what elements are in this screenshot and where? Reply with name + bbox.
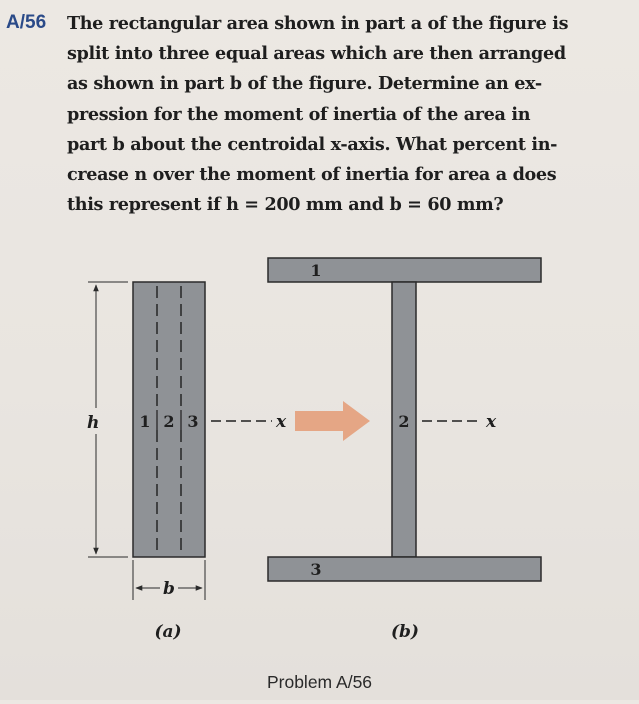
problem-statement xyxy=(67,9,627,220)
problem-block xyxy=(0,0,639,225)
figure xyxy=(0,230,639,700)
section-label-2: 2 xyxy=(398,412,410,431)
problem-number: A/56 xyxy=(6,12,47,33)
transform-arrow-icon xyxy=(295,401,370,441)
bottom-flange-3 xyxy=(268,557,541,581)
statement-line: pression for the moment of inertia of the area in xyxy=(67,103,531,125)
caption-a: (a) xyxy=(154,622,182,642)
width-label: b xyxy=(163,579,175,599)
axis-label-b: x xyxy=(486,412,497,432)
top-flange-1 xyxy=(268,258,541,282)
height-label: h xyxy=(87,413,100,433)
statement-line: split into three equal areas which are then arranged xyxy=(67,43,566,65)
caption-b: (b) xyxy=(391,622,419,642)
section-label-3: 3 xyxy=(310,560,322,579)
axis-label-a: x xyxy=(276,412,287,432)
problem-label: Problem A/56 xyxy=(266,672,373,692)
statement-line: as shown in part b of the figure. Determine an ex- xyxy=(67,73,542,95)
part-b xyxy=(268,258,541,642)
part-a xyxy=(87,282,287,642)
statement-line: this represent if h = 200 mm and b = 60 mm? xyxy=(67,194,504,216)
statement-line: part b about the centroidal x-axis. What percent in- xyxy=(67,133,558,155)
section-label-1: 1 xyxy=(310,261,322,280)
strip-label-3: 3 xyxy=(187,412,199,431)
strip-label-1: 1 xyxy=(139,412,151,431)
figure-drawing xyxy=(0,230,639,700)
statement-line: crease n over the moment of inertia for area a does xyxy=(67,164,557,186)
statement-line: The rectangular area shown in part a of the figure is xyxy=(67,13,569,34)
strip-label-2: 2 xyxy=(163,412,175,431)
